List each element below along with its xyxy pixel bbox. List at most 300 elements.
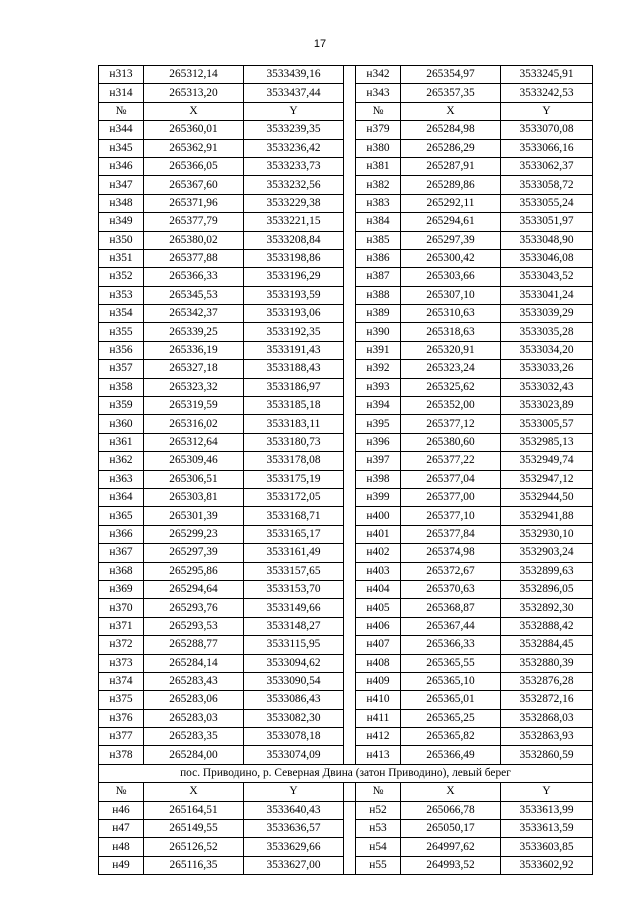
x-coordinate: 265309,46 [144,452,244,470]
point-id: н46 [99,801,144,819]
x-coordinate: 265050,17 [401,820,501,838]
header-row [99,783,593,801]
column-header-number: № [356,783,401,801]
x-coordinate: 265360,01 [144,121,244,139]
point-id: н387 [356,268,401,286]
x-coordinate: 265377,84 [401,525,501,543]
y-coordinate: 3533157,65 [244,562,344,580]
x-coordinate: 265320,91 [401,341,501,359]
y-coordinate: 3533229,38 [244,194,344,212]
coordinates-table [98,65,593,875]
x-coordinate: 265284,98 [401,121,501,139]
x-coordinate: 265116,35 [144,856,244,874]
x-coordinate: 265365,01 [401,691,501,709]
point-id: н350 [99,231,144,249]
x-coordinate: 265377,22 [401,452,501,470]
y-coordinate: 3532876,28 [501,672,593,690]
point-id: н369 [99,580,144,598]
point-id: н404 [356,580,401,598]
x-coordinate: 265371,96 [144,194,244,212]
y-coordinate: 3533185,18 [244,397,344,415]
table-row [99,709,593,727]
column-header-number: № [99,783,144,801]
y-coordinate: 3533439,16 [244,66,344,84]
point-id: н413 [356,746,401,764]
table-row [99,562,593,580]
x-coordinate: 265303,81 [144,488,244,506]
table-row [99,525,593,543]
point-id: н368 [99,562,144,580]
y-coordinate: 3532903,24 [501,544,593,562]
table-row [99,654,593,672]
point-id: н354 [99,305,144,323]
x-coordinate: 265366,05 [144,157,244,175]
table-row [99,820,593,838]
table-row [99,470,593,488]
column-gap [344,636,356,654]
column-gap [344,599,356,617]
column-gap [344,121,356,139]
x-coordinate: 265312,64 [144,433,244,451]
point-id: н344 [99,121,144,139]
x-coordinate: 265365,55 [401,654,501,672]
table-row [99,176,593,194]
x-coordinate: 265374,98 [401,544,501,562]
point-id: н356 [99,341,144,359]
table-row [99,433,593,451]
y-coordinate: 3533196,29 [244,268,344,286]
y-coordinate: 3532930,10 [501,525,593,543]
y-coordinate: 3533090,54 [244,672,344,690]
point-id: н394 [356,397,401,415]
point-id: н374 [99,672,144,690]
y-coordinate: 3533046,08 [501,249,593,267]
x-coordinate: 265327,18 [144,360,244,378]
column-gap [344,856,356,874]
point-id: н401 [356,525,401,543]
x-coordinate: 265288,77 [144,636,244,654]
page-number: 17 [313,38,327,50]
x-coordinate: 265306,51 [144,470,244,488]
point-id: н382 [356,176,401,194]
header-row [99,102,593,120]
section-caption: пос. Приводино, р. Северная Двина (затон Приводино), левый берег [99,764,593,782]
point-id: н351 [99,249,144,267]
x-coordinate: 265336,19 [144,341,244,359]
y-coordinate: 3533161,49 [244,544,344,562]
y-coordinate: 3533188,43 [244,360,344,378]
x-coordinate: 265372,67 [401,562,501,580]
column-gap [344,84,356,102]
x-coordinate: 265283,03 [144,709,244,727]
y-coordinate: 3533055,24 [501,194,593,212]
y-coordinate: 3533232,56 [244,176,344,194]
point-id: н407 [356,636,401,654]
column-gap [344,415,356,433]
point-id: н378 [99,746,144,764]
column-gap [344,654,356,672]
y-coordinate: 3533148,27 [244,617,344,635]
y-coordinate: 3533074,09 [244,746,344,764]
point-id: н396 [356,433,401,451]
column-gap [344,341,356,359]
x-coordinate: 265313,20 [144,84,244,102]
point-id: н343 [356,84,401,102]
x-coordinate: 265295,86 [144,562,244,580]
y-coordinate: 3533023,89 [501,397,593,415]
table-row [99,415,593,433]
column-gap [344,746,356,764]
point-id: н411 [356,709,401,727]
point-id: н373 [99,654,144,672]
x-coordinate: 265310,63 [401,305,501,323]
x-coordinate: 265325,62 [401,378,501,396]
column-gap [344,360,356,378]
y-coordinate: 3533629,66 [244,838,344,856]
column-gap [344,562,356,580]
table-row [99,121,593,139]
x-coordinate: 265126,52 [144,838,244,856]
x-coordinate: 265286,29 [401,139,501,157]
point-id: н408 [356,654,401,672]
column-gap [344,709,356,727]
table-row [99,746,593,764]
y-coordinate: 3533175,19 [244,470,344,488]
table-row [99,838,593,856]
section-caption-row [99,764,593,782]
point-id: н359 [99,397,144,415]
point-id: н362 [99,452,144,470]
x-coordinate: 265284,00 [144,746,244,764]
x-coordinate: 265149,55 [144,820,244,838]
point-id: н381 [356,157,401,175]
y-coordinate: 3533153,70 [244,580,344,598]
point-id: н349 [99,213,144,231]
x-coordinate: 265366,49 [401,746,501,764]
x-coordinate: 265377,10 [401,507,501,525]
x-coordinate: 265366,33 [401,636,501,654]
y-coordinate: 3533062,37 [501,157,593,175]
y-coordinate: 3533149,66 [244,599,344,617]
column-gap [344,672,356,690]
column-gap [344,783,356,801]
point-id: н361 [99,433,144,451]
x-coordinate: 265319,59 [144,397,244,415]
point-id: н392 [356,360,401,378]
point-id: н360 [99,415,144,433]
y-coordinate: 3533192,35 [244,323,344,341]
column-gap [344,820,356,838]
x-coordinate: 265307,10 [401,286,501,304]
y-coordinate: 3533233,73 [244,157,344,175]
table-row [99,231,593,249]
y-coordinate: 3533033,26 [501,360,593,378]
y-coordinate: 3533115,95 [244,636,344,654]
table-row [99,856,593,874]
table-row [99,157,593,175]
column-gap [344,176,356,194]
y-coordinate: 3533208,84 [244,231,344,249]
point-id: н366 [99,525,144,543]
point-id: н400 [356,507,401,525]
y-coordinate: 3532888,42 [501,617,593,635]
column-gap [344,801,356,819]
x-coordinate: 265289,86 [401,176,501,194]
y-coordinate: 3532985,13 [501,433,593,451]
column-gap [344,397,356,415]
x-coordinate: 265367,60 [144,176,244,194]
y-coordinate: 3533239,35 [244,121,344,139]
point-id: н395 [356,415,401,433]
y-coordinate: 3533221,15 [244,213,344,231]
point-id: н348 [99,194,144,212]
point-id: н388 [356,286,401,304]
point-id: н389 [356,305,401,323]
point-id: н385 [356,231,401,249]
x-coordinate: 265283,06 [144,691,244,709]
y-coordinate: 3533245,91 [501,66,593,84]
x-coordinate: 265164,51 [144,801,244,819]
x-coordinate: 265352,00 [401,397,501,415]
point-id: н55 [356,856,401,874]
column-gap [344,507,356,525]
point-id: н346 [99,157,144,175]
x-coordinate: 265287,91 [401,157,501,175]
y-coordinate: 3533178,08 [244,452,344,470]
point-id: н365 [99,507,144,525]
y-coordinate: 3533034,20 [501,341,593,359]
y-coordinate: 3532863,93 [501,728,593,746]
x-coordinate: 265342,37 [144,305,244,323]
point-id: н406 [356,617,401,635]
column-gap [344,488,356,506]
column-gap [344,452,356,470]
table-row [99,268,593,286]
x-coordinate: 265345,53 [144,286,244,304]
y-coordinate: 3532860,59 [501,746,593,764]
column-gap [344,544,356,562]
table-row [99,66,593,84]
x-coordinate: 265365,25 [401,709,501,727]
point-id: н402 [356,544,401,562]
point-id: н363 [99,470,144,488]
y-coordinate: 3533627,00 [244,856,344,874]
point-id: н355 [99,323,144,341]
x-coordinate: 265377,00 [401,488,501,506]
point-id: н380 [356,139,401,157]
x-coordinate: 265377,79 [144,213,244,231]
column-gap [344,139,356,157]
point-id: н367 [99,544,144,562]
x-coordinate: 265367,44 [401,617,501,635]
table-row [99,378,593,396]
y-coordinate: 3533602,92 [501,856,593,874]
point-id: н409 [356,672,401,690]
x-coordinate: 265323,32 [144,378,244,396]
point-id: н390 [356,323,401,341]
point-id: н47 [99,820,144,838]
y-coordinate: 3533168,71 [244,507,344,525]
y-coordinate: 3533198,86 [244,249,344,267]
x-coordinate: 265366,33 [144,268,244,286]
y-coordinate: 3533078,18 [244,728,344,746]
table-row [99,194,593,212]
point-id: н313 [99,66,144,84]
y-coordinate: 3533242,53 [501,84,593,102]
point-id: н371 [99,617,144,635]
point-id: н384 [356,213,401,231]
column-gap [344,525,356,543]
point-id: н391 [356,341,401,359]
column-header-y: Y [501,102,593,120]
point-id: н410 [356,691,401,709]
column-gap [344,102,356,120]
point-id: н383 [356,194,401,212]
point-id: н49 [99,856,144,874]
column-gap [344,66,356,84]
y-coordinate: 3532884,45 [501,636,593,654]
x-coordinate: 265283,35 [144,728,244,746]
column-gap [344,305,356,323]
column-gap [344,268,356,286]
y-coordinate: 3533640,43 [244,801,344,819]
table-row [99,801,593,819]
x-coordinate: 265362,91 [144,139,244,157]
y-coordinate: 3532947,12 [501,470,593,488]
x-coordinate: 265380,60 [401,433,501,451]
x-coordinate: 265299,23 [144,525,244,543]
table-row [99,507,593,525]
point-id: н386 [356,249,401,267]
point-id: н353 [99,286,144,304]
y-coordinate: 3533437,44 [244,84,344,102]
x-coordinate: 265377,04 [401,470,501,488]
point-id: н398 [356,470,401,488]
x-coordinate: 265293,53 [144,617,244,635]
table-row [99,672,593,690]
table-row [99,213,593,231]
x-coordinate: 264993,52 [401,856,501,874]
y-coordinate: 3533041,24 [501,286,593,304]
x-coordinate: 265365,10 [401,672,501,690]
table-row [99,488,593,506]
y-coordinate: 3532941,88 [501,507,593,525]
column-gap [344,838,356,856]
y-coordinate: 3533180,73 [244,433,344,451]
x-coordinate: 265377,88 [144,249,244,267]
table-row [99,139,593,157]
table-row [99,84,593,102]
column-gap [344,249,356,267]
y-coordinate: 3532872,16 [501,691,593,709]
y-coordinate: 3533043,52 [501,268,593,286]
x-coordinate: 265303,66 [401,268,501,286]
y-coordinate: 3533613,99 [501,801,593,819]
column-header-y: Y [244,102,344,120]
point-id: н357 [99,360,144,378]
y-coordinate: 3533193,06 [244,305,344,323]
y-coordinate: 3532892,30 [501,599,593,617]
y-coordinate: 3533613,59 [501,820,593,838]
x-coordinate: 265294,61 [401,213,501,231]
x-coordinate: 265357,35 [401,84,501,102]
table-row [99,544,593,562]
point-id: н372 [99,636,144,654]
point-id: н48 [99,838,144,856]
y-coordinate: 3533186,97 [244,378,344,396]
point-id: н393 [356,378,401,396]
x-coordinate: 265312,14 [144,66,244,84]
x-coordinate: 265300,42 [401,249,501,267]
point-id: н53 [356,820,401,838]
table-row [99,305,593,323]
y-coordinate: 3533082,30 [244,709,344,727]
x-coordinate: 265297,39 [144,544,244,562]
x-coordinate: 265284,14 [144,654,244,672]
y-coordinate: 3533035,28 [501,323,593,341]
y-coordinate: 3533636,57 [244,820,344,838]
x-coordinate: 265301,39 [144,507,244,525]
x-coordinate: 265368,87 [401,599,501,617]
x-coordinate: 265294,64 [144,580,244,598]
y-coordinate: 3533236,42 [244,139,344,157]
y-coordinate: 3532896,05 [501,580,593,598]
point-id: н405 [356,599,401,617]
point-id: н358 [99,378,144,396]
column-header-number: № [356,102,401,120]
y-coordinate: 3533070,08 [501,121,593,139]
table-row [99,286,593,304]
column-header-x: X [401,102,501,120]
column-header-x: X [144,783,244,801]
y-coordinate: 3533191,43 [244,341,344,359]
x-coordinate: 265377,12 [401,415,501,433]
column-header-x: X [401,783,501,801]
table-row [99,636,593,654]
y-coordinate: 3533193,59 [244,286,344,304]
table-row [99,452,593,470]
table-row [99,397,593,415]
table-row [99,249,593,267]
column-header-y: Y [501,783,593,801]
y-coordinate: 3533172,05 [244,488,344,506]
table-row [99,323,593,341]
x-coordinate: 265292,11 [401,194,501,212]
point-id: н412 [356,728,401,746]
y-coordinate: 3533005,57 [501,415,593,433]
y-coordinate: 3533094,62 [244,654,344,672]
column-gap [344,580,356,598]
table-row [99,341,593,359]
column-gap [344,691,356,709]
table-row [99,599,593,617]
y-coordinate: 3532949,74 [501,452,593,470]
x-coordinate: 265380,02 [144,231,244,249]
x-coordinate: 265339,25 [144,323,244,341]
point-id: н377 [99,728,144,746]
point-id: н370 [99,599,144,617]
x-coordinate: 265354,97 [401,66,501,84]
column-gap [344,378,356,396]
point-id: н52 [356,801,401,819]
point-id: н379 [356,121,401,139]
x-coordinate: 265323,24 [401,360,501,378]
point-id: н399 [356,488,401,506]
y-coordinate: 3532868,03 [501,709,593,727]
table-row [99,691,593,709]
y-coordinate: 3533051,97 [501,213,593,231]
column-gap [344,617,356,635]
